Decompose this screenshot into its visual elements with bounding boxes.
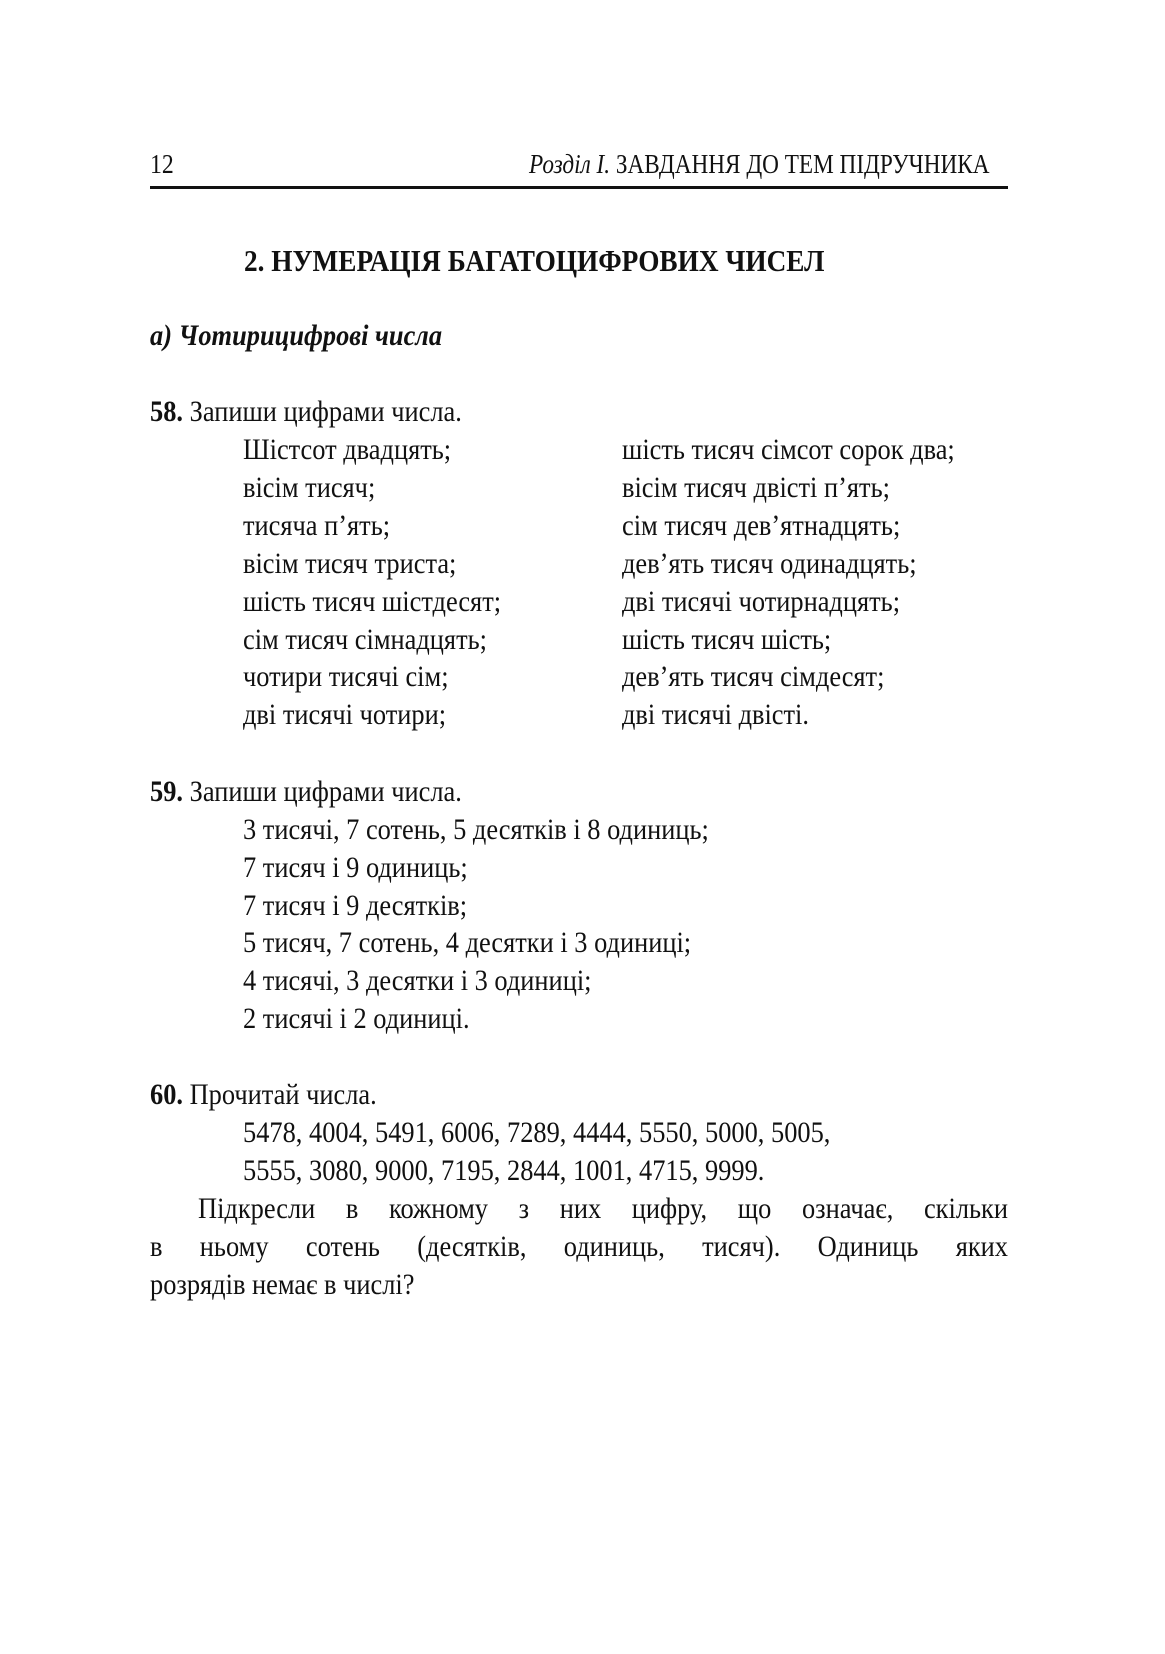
page-number: 12 — [150, 149, 174, 179]
list-item: 3 тисячі, 7 сотень, 5 десятків і 8 одиниць; — [243, 813, 709, 846]
list-item: 7 тисяч і 9 одиниць; — [243, 850, 468, 884]
list-item: 7 тисяч і 9 десятків; — [243, 888, 468, 922]
section-title: ЗАВДАННЯ ДО ТЕМ ПІДРУЧНИКА — [615, 149, 990, 179]
subsection-title: а) Чотирицифрові числа — [150, 319, 443, 352]
list-item: Шістсот двадцять; — [243, 433, 452, 466]
exercise-59-heading — [150, 774, 462, 810]
list-item: сім тисяч сімнадцять; — [243, 622, 487, 656]
exercise-60-heading — [150, 1077, 377, 1113]
section-label: Розділ І. — [529, 149, 611, 179]
exercise-task: Запиши цифрами числа. — [189, 395, 462, 428]
list-item: тисяча п’ять; — [243, 508, 391, 542]
number-line: 5478, 4004, 5491, 6006, 7289, 4444, 5550, 5000, 5005, — [243, 1116, 831, 1149]
list-item: дві тисячі чотири; — [243, 698, 447, 732]
list-item: вісім тисяч; — [243, 470, 376, 504]
list-item: вісім тисяч триста; — [243, 546, 457, 580]
list-item: дев’ять тисяч одинадцять; — [622, 546, 917, 580]
exercise-number: 58. — [150, 395, 183, 428]
list-item: дві тисячі чотирнадцять; — [622, 584, 901, 618]
paragraph-line: розрядів немає в числі? — [150, 1268, 415, 1301]
list-item: сім тисяч дев’ятнадцять; — [622, 508, 901, 542]
list-item: 5 тисяч, 7 сотень, 4 десятки і 3 одиниці; — [243, 926, 692, 960]
list-item: шість тисяч шістдесят; — [243, 584, 502, 618]
list-item: шість тисяч сімсот сорок два; — [622, 433, 955, 466]
header-rule — [150, 186, 1008, 189]
paragraph-line: в ньому сотень (десятків, одиниць, тисяч). Одиниць яких — [150, 1230, 1008, 1263]
paragraph-line: Підкресли в кожному з них цифру, що означає, скільки — [198, 1192, 1008, 1225]
list-item: вісім тисяч двісті п’ять; — [622, 470, 890, 504]
list-item: 4 тисячі, 3 десятки і 3 одиниці; — [243, 964, 592, 998]
exercise-task: Запиши цифрами числа. — [189, 775, 462, 808]
list-item: дев’ять тисяч сімдесят; — [622, 660, 885, 694]
exercise-task: Прочитай числа. — [189, 1078, 377, 1111]
chapter-title: 2. НУМЕРАЦІЯ БАГАТОЦИФРОВИХ ЧИСЕЛ — [244, 243, 825, 278]
list-item: чотири тисячі сім; — [243, 660, 449, 694]
exercise-58-heading — [150, 394, 462, 430]
list-item: шість тисяч шість; — [622, 622, 832, 656]
exercise-number: 59. — [150, 775, 183, 808]
number-line: 5555, 3080, 9000, 7195, 2844, 1001, 4715, 9999. — [243, 1153, 765, 1187]
list-item: 2 тисячі і 2 одиниці. — [243, 1002, 470, 1035]
running-header — [529, 146, 990, 182]
list-item: дві тисячі двісті. — [622, 698, 809, 732]
exercise-number: 60. — [150, 1078, 183, 1111]
